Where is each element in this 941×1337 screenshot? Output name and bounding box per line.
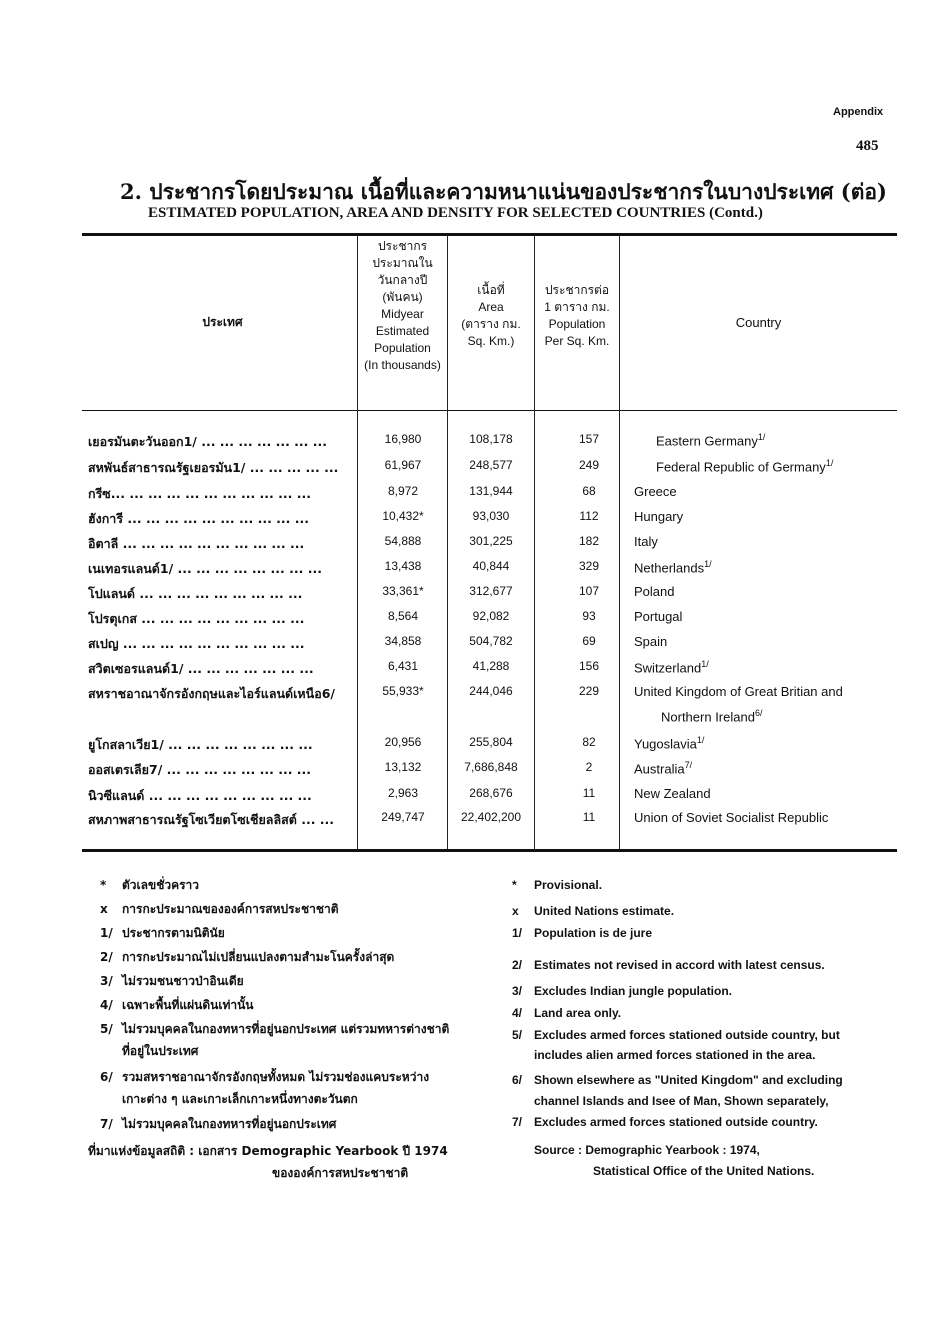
footnote-text: ไม่รวมชนชาวป่าอินเดีย xyxy=(122,974,244,988)
country-en xyxy=(634,559,712,575)
footnote-marker: 1/ xyxy=(757,432,766,442)
header-pop-line: ประมาณใน xyxy=(372,256,433,270)
footnote-text: Provisional. xyxy=(534,878,603,892)
title-thai: 2. ประชากรโดยประมาณ เนื้อที่และความหนาแน่นของประชากรในบางประเทศ (ต่อ) xyxy=(120,179,887,204)
country-en-text: Switzerland xyxy=(634,660,702,676)
appendix-label: Appendix xyxy=(833,106,884,118)
area-value: 504,782 xyxy=(469,634,513,648)
footnote-th xyxy=(100,1068,429,1087)
country-th: โปแลนด์ ... ... ... ... ... ... ... ... ... xyxy=(88,586,303,601)
source-en: Source : Demographic Yearbook : 1974, xyxy=(534,1143,760,1157)
footnote-marker: 6/ xyxy=(754,708,763,718)
country-en xyxy=(656,458,833,474)
table-row xyxy=(0,735,941,760)
country-en-text: Australia xyxy=(634,761,685,777)
country-th: เนเทอรแลนด์1/ ... ... ... ... ... ... ... ... xyxy=(88,561,322,576)
footnote-en xyxy=(512,1115,818,1129)
population-value: 249,747 xyxy=(381,810,425,824)
header-pop-line: วันกลางปี xyxy=(377,273,428,287)
population-value: 16,980 xyxy=(384,432,422,446)
population-value: 33,361* xyxy=(382,584,424,598)
country-en: Greece xyxy=(634,484,677,499)
footnote-th xyxy=(100,996,254,1015)
header-area xyxy=(448,282,534,350)
footnote-mark: 6/ xyxy=(100,1070,113,1084)
table-row xyxy=(0,609,941,634)
footnote-th xyxy=(100,1020,449,1039)
population-value: 8,564 xyxy=(387,609,419,623)
area-value: 40,844 xyxy=(472,559,510,573)
footnote-mark: 5/ xyxy=(512,1028,523,1042)
header-area-line: (ตาราง กม. xyxy=(461,317,521,331)
footnote-en xyxy=(512,958,825,972)
area-value: 92,082 xyxy=(472,609,510,623)
density-value: 69 xyxy=(582,634,596,648)
country-en-continued xyxy=(661,708,762,724)
area-value: 131,944 xyxy=(469,484,513,498)
source-en-continued: Statistical Office of the United Nations. xyxy=(593,1164,815,1178)
footnote-text: Excludes Indian jungle population. xyxy=(534,984,733,998)
country-th: ออสเตรเลีย7/ ... ... ... ... ... ... ... ... xyxy=(88,762,312,777)
density-value: 156 xyxy=(578,659,600,673)
area-value: 41,288 xyxy=(472,659,510,673)
footnote-th xyxy=(100,924,225,943)
footnote-mark: x xyxy=(512,904,519,918)
population-value: 54,888 xyxy=(384,534,422,548)
footnote-en xyxy=(512,878,602,892)
footnote-mark: 4/ xyxy=(100,998,113,1012)
table-row xyxy=(0,584,941,609)
country-en: Spain xyxy=(634,634,668,649)
population-value: 20,956 xyxy=(384,735,422,749)
header-country-en-text: Country xyxy=(735,315,782,330)
footnote-mark: * xyxy=(512,878,517,892)
header-density-line: Population xyxy=(548,317,606,331)
footnote-en xyxy=(512,1094,829,1108)
density-value: 157 xyxy=(578,432,600,446)
country-en-text: Federal Republic of Germany xyxy=(656,459,826,475)
footnote-marker: 7/ xyxy=(684,760,693,770)
footnote-en xyxy=(512,926,652,940)
footnote-text: Excludes armed forces stationed outside country. xyxy=(534,1115,818,1129)
density-value: 107 xyxy=(578,584,600,598)
table-row xyxy=(0,432,941,457)
country-th: สวิตเซอรแลนด์1/ ... ... ... ... ... ... ... xyxy=(88,661,314,676)
table-header-rule xyxy=(82,410,897,411)
header-area-line: Area xyxy=(478,300,504,314)
footnote-text: Estimates not revised in accord with latest census. xyxy=(534,958,825,972)
footnote-mark: 5/ xyxy=(100,1022,113,1036)
country-th: ฮังการี ... ... ... ... ... ... ... ... ... ... xyxy=(88,511,310,526)
footnote-en xyxy=(512,1048,815,1062)
footnote-text: Excludes armed forces stationed outside country, but xyxy=(534,1028,840,1042)
density-value: 2 xyxy=(585,760,593,774)
table-row xyxy=(0,684,941,734)
footnote-text: ไม่รวมบุคคลในกองทหารที่อยู่นอกประเทศ xyxy=(122,1117,337,1131)
table-row xyxy=(0,786,941,811)
density-value: 229 xyxy=(578,684,600,698)
area-value: 268,676 xyxy=(469,786,513,800)
footnote-text: การกะประมาณขององค์การสหประชาชาติ xyxy=(122,902,339,916)
footnote-text: Land area only. xyxy=(534,1006,622,1020)
country-en: Hungary xyxy=(634,509,684,524)
footnote-mark: 1/ xyxy=(512,926,523,940)
footnote-marker: 1/ xyxy=(704,559,712,569)
header-pop-line: Population xyxy=(374,341,431,355)
footnote-en xyxy=(512,1028,840,1042)
header-pop-line: (In thousands) xyxy=(364,358,441,372)
footnote-th xyxy=(100,1090,358,1109)
country-en-text: Eastern Germany xyxy=(656,433,758,449)
footnote-text: ไม่รวมบุคคลในกองทหารที่อยู่นอกประเทศ แต่รวมทหารต่างชาติ xyxy=(122,1022,450,1036)
country-th: ยูโกสลาเวีย1/ ... ... ... ... ... ... ... ... xyxy=(88,737,313,752)
footnote-en xyxy=(512,1073,843,1087)
table-row xyxy=(0,659,941,684)
country-en: United Kingdom of Great Britian and xyxy=(634,684,843,699)
footnote-text: Population is de jure xyxy=(534,926,653,940)
population-value: 10,432* xyxy=(382,509,424,523)
page-number: 485 xyxy=(856,138,879,154)
header-pop-line: Midyear xyxy=(381,307,424,321)
country-th: สหพันธ์สาธารณรัฐเยอรมัน1/ ... ... ... ... ... xyxy=(88,460,339,475)
area-value: 22,402,200 xyxy=(460,810,522,824)
header-pop-line: ประชากร xyxy=(377,239,428,253)
header-density-line: Per Sq. Km. xyxy=(544,334,610,348)
population-value: 55,933* xyxy=(382,684,424,698)
country-th: อิตาลี ... ... ... ... ... ... ... ... ... ... xyxy=(88,536,305,551)
country-th: สหราชอาณาจักรอังกฤษและไอร์แลนด์เหนือ6/ xyxy=(88,686,335,701)
footnote-th xyxy=(100,1042,198,1061)
density-value: 11 xyxy=(582,786,596,800)
source-th-continued: ขององค์การสหประชาชาติ xyxy=(272,1166,409,1180)
footnote-marker: 1/ xyxy=(825,458,834,468)
footnote-en xyxy=(512,1006,621,1020)
country-th: โปรตุเกส ... ... ... ... ... ... ... ... ... xyxy=(88,611,305,626)
footnote-th xyxy=(100,1115,336,1134)
area-value: 93,030 xyxy=(472,509,510,523)
footnote-th xyxy=(100,972,244,991)
table-row xyxy=(0,484,941,509)
country-th: เยอรมันตะวันออก1/ ... ... ... ... ... ... ... xyxy=(88,434,328,449)
table-row xyxy=(0,634,941,659)
footnote-mark: x xyxy=(100,902,108,916)
density-value: 93 xyxy=(582,609,596,623)
footnote-mark: 3/ xyxy=(512,984,523,998)
header-pop-line: (พันคน) xyxy=(382,290,423,304)
footnote-text: includes alien armed forces stationed in the area. xyxy=(534,1048,816,1062)
country-en: Union of Soviet Socialist Republic xyxy=(634,810,829,825)
title-english: ESTIMATED POPULATION, AREA AND DENSITY FOR SELECTED COUNTRIES (Contd.) xyxy=(148,205,763,221)
footnote-mark: 1/ xyxy=(100,926,113,940)
table-row xyxy=(0,810,941,835)
country-en xyxy=(634,760,692,776)
footnote-mark: * xyxy=(100,878,107,892)
area-value: 244,046 xyxy=(469,684,513,698)
country-en xyxy=(656,432,765,448)
country-en: Italy xyxy=(634,534,658,549)
footnote-text: เฉพาะพื้นที่แผ่นดินเท่านั้น xyxy=(122,998,254,1012)
footnote-mark: 7/ xyxy=(100,1117,113,1131)
header-country-en xyxy=(620,314,897,331)
footnote-th xyxy=(100,948,394,967)
population-value: 34,858 xyxy=(384,634,422,648)
header-density xyxy=(535,282,619,350)
country-th: นิวซีแลนด์ ... ... ... ... ... ... ... ... ... xyxy=(88,788,312,803)
footnote-mark: 6/ xyxy=(512,1073,523,1087)
country-th: กรีซ... ... ... ... ... ... ... ... ... ... ... xyxy=(88,486,311,501)
country-en xyxy=(634,735,704,751)
table-row xyxy=(0,509,941,534)
population-value: 8,972 xyxy=(387,484,419,498)
area-value: 7,686,848 xyxy=(464,760,518,774)
header-area-line: Sq. Km.) xyxy=(467,334,515,348)
area-value: 248,577 xyxy=(469,458,513,472)
density-value: 329 xyxy=(578,559,600,573)
density-value: 82 xyxy=(582,735,596,749)
density-value: 249 xyxy=(578,458,600,472)
footnote-marker: 1/ xyxy=(696,735,705,745)
country-th: สเปญ ... ... ... ... ... ... ... ... ... ... xyxy=(88,636,305,651)
header-density-line: 1 ตาราง กม. xyxy=(544,300,610,314)
table-top-rule xyxy=(82,233,897,236)
footnote-en xyxy=(512,904,674,918)
footnote-text: ที่อยู่ในประเทศ xyxy=(122,1044,199,1058)
footnote-text: Shown elsewhere as "United Kingdom" and excluding xyxy=(534,1073,843,1087)
footnote-mark: 2/ xyxy=(100,950,113,964)
footnote-text: channel Islands and Isee of Man, Shown separately, xyxy=(534,1094,829,1108)
footnote-mark: 7/ xyxy=(512,1115,523,1129)
footnote-th xyxy=(100,900,339,919)
area-value: 255,804 xyxy=(469,735,513,749)
table-row xyxy=(0,458,941,483)
area-value: 108,178 xyxy=(469,432,513,446)
footnote-th xyxy=(100,876,199,895)
header-density-line: ประชากรต่อ xyxy=(544,283,610,297)
population-value: 61,967 xyxy=(384,458,422,472)
country-en-text: Yugoslavia xyxy=(634,736,697,752)
population-value: 13,438 xyxy=(384,559,422,573)
footnote-text: ประชากรตามนิตินัย xyxy=(122,926,225,940)
country-en-text: Netherlands xyxy=(634,560,705,576)
footnote-mark: 2/ xyxy=(512,958,523,972)
table-row xyxy=(0,534,941,559)
population-value: 2,963 xyxy=(387,786,419,800)
header-country-th xyxy=(88,314,357,331)
country-en: Portugal xyxy=(634,609,683,624)
country-th: สหภาพสาธารณรัฐโซเวียตโซเชียลลิสต์ ... ... xyxy=(88,812,335,827)
footnote-text: United Nations estimate. xyxy=(534,904,675,918)
footnote-mark: 4/ xyxy=(512,1006,523,1020)
country-en: New Zealand xyxy=(634,786,711,801)
header-country-th-text: ประเทศ xyxy=(202,315,243,329)
density-value: 68 xyxy=(582,484,596,498)
footnote-text: การกะประมาณไม่เปลี่ยนแปลงตามสำมะโนครั้งล่าสุด xyxy=(122,950,395,964)
population-value: 6,431 xyxy=(387,659,419,673)
footnote-en xyxy=(512,984,732,998)
density-value: 182 xyxy=(578,534,600,548)
header-population xyxy=(358,238,447,374)
density-value: 112 xyxy=(579,509,599,523)
header-area-line: เนื้อที่ xyxy=(477,283,505,297)
country-en xyxy=(634,659,709,675)
table-row xyxy=(0,559,941,584)
footnote-text: ตัวเลขชั่วคราว xyxy=(122,878,200,892)
footnote-mark: 3/ xyxy=(100,974,113,988)
source-th: ที่มาแห่งข้อมูลสถิติ : เอกสาร Demographic Yearbook ปี 1974 xyxy=(88,1144,448,1158)
area-value: 312,677 xyxy=(469,584,513,598)
population-value: 13,132 xyxy=(384,760,422,774)
area-value: 301,225 xyxy=(469,534,513,548)
footnote-text: รวมสหราชอาณาจักรอังกฤษทั้งหมด ไม่รวมช่องแคบระหว่าง xyxy=(122,1070,430,1084)
table-bottom-rule xyxy=(82,849,897,852)
footnote-text: เกาะต่าง ๆ และเกาะเล็กเกาะหนึ่งทางตะวันตก xyxy=(122,1092,358,1106)
country-en-text: Northern Ireland xyxy=(661,709,755,725)
country-en: Poland xyxy=(634,584,675,599)
footnote-marker: 1/ xyxy=(701,659,709,669)
header-pop-line: Estimated xyxy=(375,324,430,338)
table-row xyxy=(0,760,941,785)
density-value: 11 xyxy=(582,810,596,824)
